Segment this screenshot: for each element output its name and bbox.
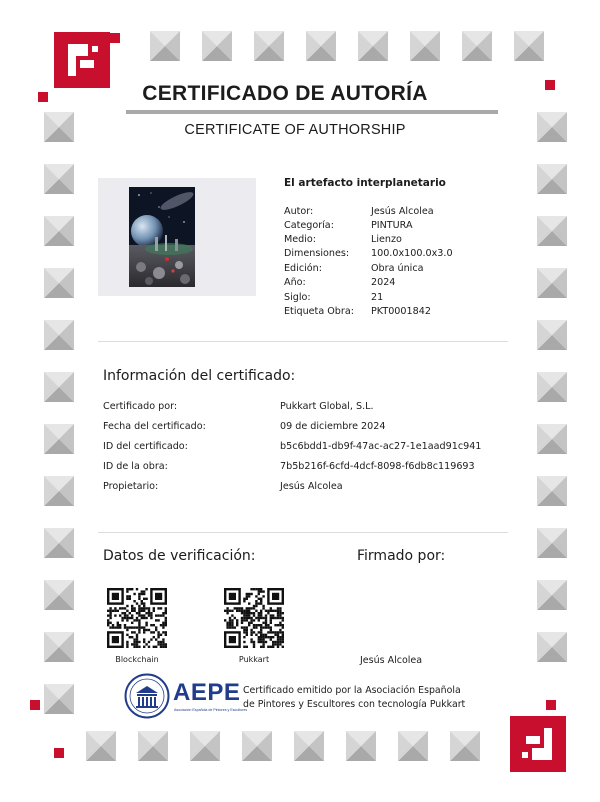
- detail-label: Etiqueta Obra:: [284, 306, 354, 317]
- border-tile: [44, 268, 74, 298]
- border-tile: [190, 731, 220, 761]
- border-tile: [537, 528, 567, 558]
- issuer-statement-line2: de Pintores y Escultores con tecnología Pukkart: [243, 699, 466, 710]
- border-tile: [44, 632, 74, 662]
- border-dot: [54, 748, 64, 758]
- border-tile: [514, 31, 544, 61]
- border-tile: [44, 684, 74, 714]
- border-tile: [44, 320, 74, 350]
- info-label: ID del certificado:: [103, 441, 188, 452]
- detail-value: Jesús Alcolea: [371, 206, 434, 217]
- detail-value: PINTURA: [371, 220, 413, 231]
- aepe-logo-subtext: Asociación Española de Pintores y Escultores: [174, 708, 248, 712]
- border-tile: [537, 372, 567, 402]
- qr-label-blockchain: Blockchain: [115, 655, 159, 664]
- border-tile: [44, 528, 74, 558]
- border-tile: [358, 31, 388, 61]
- info-value: b5c6bdd1-db9f-47ac-ac27-1e1aad91c941: [280, 441, 482, 452]
- border-tile: [44, 476, 74, 506]
- border-tile: [450, 731, 480, 761]
- border-tile: [138, 731, 168, 761]
- border-tile: [537, 320, 567, 350]
- detail-value: 2024: [371, 277, 396, 288]
- divider: [98, 341, 508, 342]
- border-dot: [38, 92, 48, 102]
- border-tile: [44, 112, 74, 142]
- border-tile: [86, 731, 116, 761]
- verification-heading: Datos de verificación:: [103, 548, 256, 564]
- border-tile: [462, 31, 492, 61]
- detail-value: 21: [371, 292, 384, 303]
- pukkart-logo-top-left: [54, 32, 110, 88]
- detail-value: PKT0001842: [371, 306, 431, 317]
- border-dot: [545, 80, 555, 90]
- border-tile: [306, 31, 336, 61]
- border-tile: [202, 31, 232, 61]
- issuer-statement: [243, 684, 513, 712]
- title-underline: [126, 110, 498, 114]
- signer-name: Jesús Alcolea: [360, 655, 423, 666]
- signed-by-heading: Firmado por:: [357, 548, 446, 564]
- aepe-seal-icon: [124, 673, 170, 719]
- certificate-title: CERTIFICADO DE AUTORÍA: [142, 82, 428, 105]
- info-value: 7b5b216f-6cfd-4dcf-8098-f6db8c119693: [280, 461, 475, 472]
- divider: [98, 532, 508, 533]
- border-tile: [410, 31, 440, 61]
- border-dot: [110, 33, 120, 43]
- pukkart-logo-bottom-right: [510, 716, 566, 772]
- info-value: Pukkart Global, S.L.: [280, 401, 374, 412]
- border-tile: [44, 372, 74, 402]
- detail-label: Siglo:: [284, 292, 311, 303]
- border-dot: [30, 700, 40, 710]
- border-tile: [537, 580, 567, 610]
- border-tile: [537, 476, 567, 506]
- border-tile: [44, 580, 74, 610]
- detail-label: Año:: [284, 277, 306, 288]
- certificate-info-heading: Información del certificado:: [103, 368, 296, 384]
- issuer-statement-line1: Certificado emitido por la Asociación Española: [243, 685, 461, 696]
- border-tile: [294, 731, 324, 761]
- border-tile: [537, 164, 567, 194]
- blockchain-qr-code[interactable]: [107, 588, 167, 648]
- border-tile: [537, 268, 567, 298]
- qr-label-pukkart: Pukkart: [238, 655, 270, 664]
- detail-label: Edición:: [284, 263, 322, 274]
- info-label: Certificado por:: [103, 401, 178, 412]
- detail-value: Obra única: [371, 263, 424, 274]
- info-value: Jesús Alcolea: [280, 481, 343, 492]
- border-tile: [537, 112, 567, 142]
- border-tile: [398, 731, 428, 761]
- artwork-thumbnail: [129, 187, 195, 287]
- info-label: ID de la obra:: [103, 461, 168, 472]
- border-tile: [44, 424, 74, 454]
- border-tile: [254, 31, 284, 61]
- border-tile: [346, 731, 376, 761]
- border-tile: [44, 164, 74, 194]
- border-tile: [537, 632, 567, 662]
- detail-label: Autor:: [284, 206, 314, 217]
- pukkart-qr-code[interactable]: [224, 588, 284, 648]
- artwork-title: El artefacto interplanetario: [284, 177, 446, 189]
- border-tile: [150, 31, 180, 61]
- border-tile: [537, 216, 567, 246]
- detail-label: Dimensiones:: [284, 248, 350, 259]
- certificate-subtitle: CERTIFICATE OF AUTHORSHIP: [184, 122, 406, 138]
- aepe-logo-text: AEPE: [173, 679, 241, 706]
- detail-label: Medio:: [284, 234, 317, 245]
- info-value: 09 de diciembre 2024: [280, 421, 386, 432]
- detail-value: Lienzo: [371, 234, 402, 245]
- detail-value: 100.0x100.0x3.0: [371, 248, 453, 259]
- border-tile: [242, 731, 272, 761]
- info-label: Fecha del certificado:: [103, 421, 206, 432]
- border-tile: [537, 424, 567, 454]
- border-tile: [44, 216, 74, 246]
- detail-label: Categoría:: [284, 220, 334, 231]
- border-dot: [546, 700, 556, 710]
- info-label: Propietario:: [103, 481, 159, 492]
- artwork-image-frame: [98, 178, 256, 296]
